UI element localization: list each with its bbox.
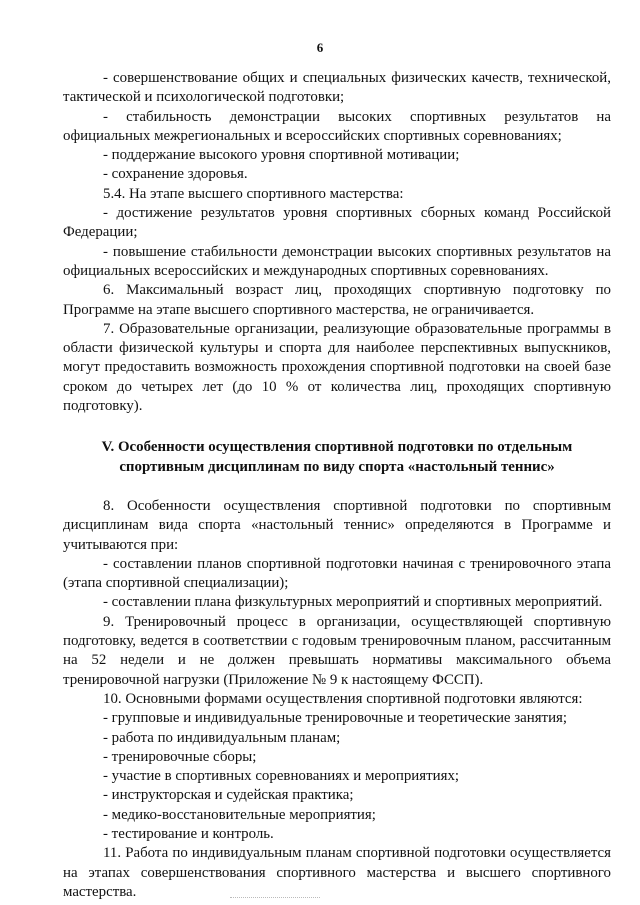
paragraph: 10. Основными формами осуществления спортивной подготовки являются: — [103, 690, 583, 707]
paragraph: - совершенствование общих и специальных физических качеств, технической, тактической и психологической подготовки; — [63, 70, 611, 106]
paragraph: 11. Работа по индивидуальным планам спортивной подготовки осуществляется на этапах совершенствования спортивного мастерства и высшего спортивного мастерства. — [63, 845, 611, 900]
list-item: - участие в спортивных соревнованиях и мероприятиях; — [103, 768, 460, 785]
section-heading-line: спортивным дисциплинам по виду спорта «настольный теннис» — [119, 458, 555, 475]
page-number: 6 — [316, 40, 324, 55]
paragraph: - составлении планов спортивной подготовки начиная с тренировочного этапа (этапа спортивной специализации); — [63, 555, 611, 592]
paragraph: - достижение результатов уровня спортивных сборных команд Российской Федерации; — [63, 205, 611, 241]
list-item: - тестирование и контроль. — [103, 825, 274, 842]
list-item: - инструкторская и судейская практика; — [103, 787, 354, 804]
document-body — [63, 69, 611, 902]
paragraph: - поддержание высокого уровня спортивной мотивации; — [103, 147, 460, 164]
paragraph: 8. Особенности осуществления спортивной подготовки по спортивным дисциплинам вида спорта «настольный теннис» определяются в Программе и учитываются при: — [63, 497, 611, 553]
paragraph: - составлении плана физкультурных мероприятий и спортивных мероприятий. — [103, 594, 603, 611]
section-heading — [63, 438, 611, 477]
paragraph: 9. Тренировочный процесс в организации, осуществляющей спортивную подготовку, ведется в соответствии с годовым тренировочным планом, рассчитанным на 52 недели и не должен превышать нормативы максимального объема тренировочной нагрузки (Приложение № 9 к настоящему ФССП). — [63, 613, 611, 688]
scan-artifact — [230, 897, 320, 901]
paragraph: 6. Максимальный возраст лиц, проходящих спортивную подготовку по Программе на этапе высшего спортивного мастерства, не ограничивается. — [63, 282, 611, 318]
paragraph: 7. Образовательные организации, реализующие образовательные программы в области физической культуры и спорта для наиболее перспективных выпускников, могут предоставить возможность прохождения спортивной подготовки на своей базе сроком до четырех лет (до 10 % от количества лиц, проходящих спортивную подготовку). — [63, 320, 611, 415]
paragraph: - сохранение здоровья. — [103, 166, 248, 183]
list-item: - групповые и индивидуальные тренировочные и теоретические занятия; — [103, 710, 568, 727]
paragraph: - повышение стабильности демонстрации высоких спортивных результатов на официальных всероссийских и международных спортивных соревнованиях. — [63, 243, 611, 279]
list-item: - тренировочные сборы; — [103, 748, 257, 765]
list-item: - медико-восстановительные мероприятия; — [103, 806, 376, 823]
paragraph: - стабильность демонстрации высоких спортивных результатов на официальных межрегиональных и всероссийских спортивных соревнованиях; — [63, 108, 611, 144]
section-heading-line: V. Особенности осуществления спортивной подготовки по отдельным — [101, 439, 573, 456]
list-item: - работа по индивидуальным планам; — [103, 729, 341, 746]
paragraph: 5.4. На этапе высшего спортивного мастерства: — [103, 185, 404, 202]
